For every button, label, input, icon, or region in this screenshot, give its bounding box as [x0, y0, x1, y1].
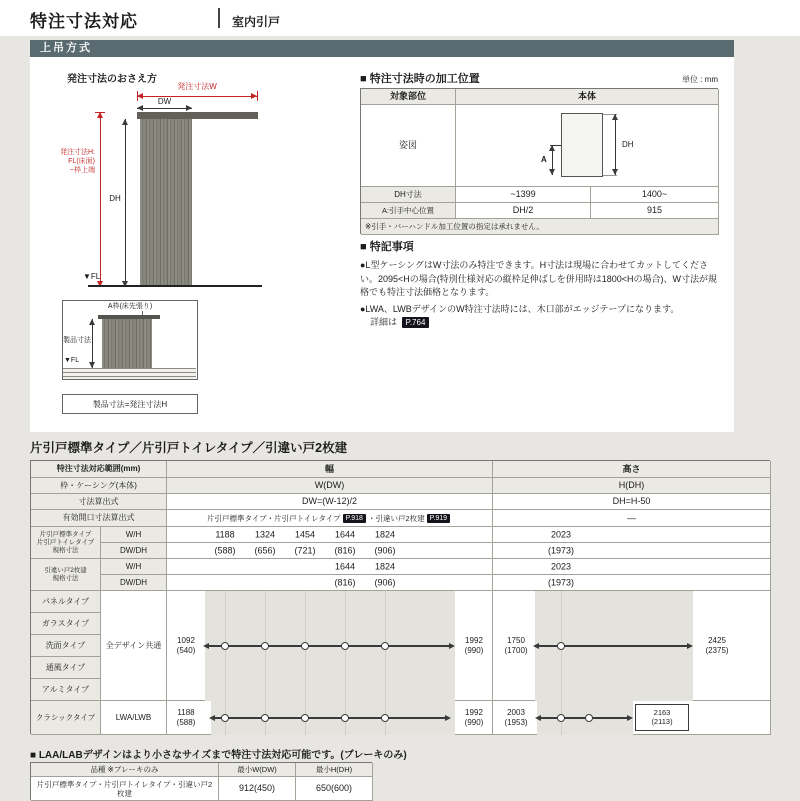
size-dot	[261, 714, 269, 722]
product-dimension-diagram	[62, 300, 198, 418]
note-item-1: ●L型ケーシングはW寸法のみ特注できます。H寸法は現場に合わせてカットしてください。2095<Hの場合(特別仕様対応の縦枠足伸ばしを併用時は1800<Hの場合)、W寸法が規格でも特注寸法価格となります。	[360, 260, 718, 297]
wh-sublabel: W/H	[101, 559, 167, 575]
laa-lab-note: ■ LAA/LABデザインはより小さなサイズまで特注寸法対応可能です。(ブレーキのみ)	[30, 750, 407, 761]
std1-dh-value	[493, 543, 771, 559]
range-max-value: 1992	[465, 636, 483, 645]
size-value: 1644	[334, 529, 356, 539]
table-corner-header: 特注寸法対応範囲(mm)	[31, 461, 167, 478]
a-label: A	[541, 155, 547, 164]
frame-width-symbol: W(DW)	[167, 478, 493, 494]
size-dot	[381, 642, 389, 650]
size-value: 1824	[374, 529, 396, 539]
std1-dw-values	[167, 543, 493, 559]
std1-row-label	[31, 527, 101, 559]
size-dot	[341, 642, 349, 650]
product-dimension-label: 製品寸法	[63, 337, 91, 344]
range-max-value: 1992	[465, 708, 483, 717]
size-value: 1644	[334, 561, 356, 571]
range-max-sub: (990)	[464, 645, 484, 655]
dh-dimension-line	[615, 114, 616, 175]
col-header-body: 本体	[456, 89, 719, 105]
dh-range-2: 1400~	[591, 187, 719, 203]
classic-height-range-chart	[493, 701, 771, 735]
floor-hatch	[63, 368, 196, 379]
classic-design-label: LWA/LWB	[101, 701, 167, 735]
type-label-ventilation: 通風タイプ	[31, 657, 101, 679]
notes-title: ■ 特記事項	[360, 241, 414, 253]
caption-box: 製品寸法=発注寸法H	[62, 394, 198, 414]
std1-label-line3: 規格寸法	[52, 546, 79, 554]
min-height-value: 650(600)	[296, 777, 373, 801]
std2-row-label	[31, 559, 101, 591]
size-value: (906)	[374, 577, 396, 587]
arrow-left-icon	[535, 715, 541, 721]
std2-width-values	[167, 559, 493, 575]
order-dimension-diagram	[55, 70, 305, 295]
arrow-left-icon	[209, 715, 215, 721]
opening-height: —	[493, 510, 771, 527]
frame-height-symbol: H(DH)	[493, 478, 771, 494]
dwdh-sublabel: DW/DH	[101, 575, 167, 591]
range-max-label	[457, 636, 491, 655]
arrow-right-icon	[449, 643, 455, 649]
std1-width-values	[167, 527, 493, 543]
width-column-header: 幅	[167, 461, 493, 478]
formula-width: DW=(W-12)/2	[167, 494, 493, 510]
size-dot	[301, 714, 309, 722]
min-size-table	[30, 762, 372, 800]
opening-ref-1: 片引戸標準タイプ・片引戸トイレタイプ	[206, 513, 341, 523]
door-outline	[561, 113, 603, 177]
opening-ref-2: ・引違い戸2枚建	[367, 513, 425, 523]
std1-label-line1: 片引戸標準タイプ	[39, 530, 92, 538]
handle-center-label: A:引手中心位置	[361, 203, 456, 219]
std2-label-line2: 規格寸法	[52, 574, 79, 582]
range-min-sub: (1953)	[504, 717, 528, 727]
type-label-classic: クラシックタイプ	[31, 701, 101, 735]
tick	[95, 112, 105, 113]
arrow-up-icon	[612, 114, 618, 120]
dw-dimension-line	[137, 108, 192, 109]
order-height-line1: 発注寸法H:	[60, 149, 95, 156]
width-range-chart	[167, 591, 493, 701]
arrow-up-icon	[89, 319, 95, 325]
tick	[257, 91, 258, 101]
range-min-value: 1092	[177, 636, 195, 645]
page-subtitle: 室内引戸	[232, 15, 281, 29]
size-dot	[557, 642, 565, 650]
arrow-left-icon	[203, 643, 209, 649]
order-height-label	[55, 148, 95, 175]
handle-center-1: DH/2	[456, 203, 591, 219]
min-table-col2-header: 最小W(DW)	[219, 763, 296, 777]
note-item-2-detail	[360, 316, 726, 330]
min-table-col1-header: 品種 ※ブレーキのみ	[31, 763, 219, 777]
floor-level-label: ▼FL	[64, 357, 80, 364]
arrow-up-icon	[122, 119, 128, 125]
type-label-panel: パネルタイプ	[31, 591, 101, 613]
arrow-down-icon	[549, 169, 555, 175]
size-value: (588)	[214, 545, 236, 555]
detail-label: 詳細は	[370, 317, 398, 327]
door-panel	[140, 119, 192, 287]
type-label-glass: ガラスタイプ	[31, 613, 101, 635]
arrow-right-icon	[627, 715, 633, 721]
handle-center-2: 915	[591, 203, 719, 219]
arrow-up-icon	[549, 145, 555, 151]
size-value: (1973)	[547, 577, 575, 587]
size-value: 2023	[550, 561, 572, 571]
size-dot	[301, 642, 309, 650]
range-min-sub: (588)	[176, 717, 196, 727]
section-bar: 上吊方式	[30, 40, 734, 57]
arrow-down-icon	[612, 169, 618, 175]
min-table-row-label: 片引戸標準タイプ・片引戸トイレタイプ・引違い戸2枚建	[31, 777, 219, 801]
range-min-label	[497, 636, 535, 655]
processing-note: ※引手・バーハンドル加工位置の指定は承れません。	[361, 219, 719, 235]
size-dot	[557, 714, 565, 722]
page-ref-badge: P.764	[402, 317, 430, 328]
min-width-value: 912(450)	[219, 777, 296, 801]
diagram-title: 発注寸法のおさえ方	[67, 74, 157, 85]
unit-label: 単位 : mm	[682, 75, 718, 84]
std2-dh-value	[493, 575, 771, 591]
range-max-value: 2425	[708, 636, 726, 645]
page-title: 特注寸法対応	[30, 12, 138, 31]
size-value: 1188	[215, 529, 235, 539]
arrow-left-icon	[137, 105, 143, 111]
range-max-label	[457, 708, 491, 727]
a-frame-label: A枠(床先張り)	[107, 303, 153, 310]
range-min-sub: (1700)	[504, 645, 528, 655]
range-max-label	[695, 636, 739, 655]
dh-size-label: DH寸法	[361, 187, 456, 203]
note-item-2: ●LWA、LWBデザインのW特注寸法時には、木口部がエッジテープになります。	[360, 303, 680, 314]
order-height-line2: FL(床面)	[68, 158, 95, 165]
door-panel	[102, 319, 152, 368]
floor-level-label: ▼FL	[83, 272, 101, 281]
size-dot	[585, 714, 593, 722]
size-value: (906)	[374, 545, 396, 555]
size-dot	[341, 714, 349, 722]
classic-width-range-chart	[167, 701, 493, 735]
figure-row-label: 姿図	[361, 105, 456, 187]
size-value: 1454	[294, 529, 316, 539]
order-width-label: 発注寸法W	[177, 82, 217, 91]
special-notes	[360, 238, 726, 330]
std2-height-value	[493, 559, 771, 575]
arrow-right-icon	[687, 643, 693, 649]
size-value: (816)	[334, 545, 356, 555]
range-min-label	[169, 636, 203, 655]
size-value: 2023	[550, 529, 572, 539]
formula-row-label: 寸法算出式	[31, 494, 167, 510]
range-max-sub: (990)	[464, 717, 484, 727]
title-divider	[218, 8, 220, 28]
order-height-line3: ~枠上端	[69, 167, 95, 174]
height-range-chart	[493, 591, 771, 701]
type-label-washroom: 洗面タイプ	[31, 635, 101, 657]
size-value: (1973)	[547, 545, 575, 555]
size-value: 1324	[254, 529, 276, 539]
extension-tick	[603, 175, 617, 176]
dwdh-sublabel: DW/DH	[101, 543, 167, 559]
type-label-aluminum: アルミタイプ	[31, 679, 101, 701]
range-min-value: 1750	[507, 636, 525, 645]
product-dimension-line	[92, 319, 93, 368]
height-column-header: 高さ	[493, 461, 771, 478]
std1-label-line2: 片引戸トイレタイプ	[36, 538, 95, 546]
std1-height-value	[493, 527, 771, 543]
range-max-sub: (2113)	[651, 717, 673, 726]
size-value: (656)	[254, 545, 276, 555]
arrow-right-icon	[445, 715, 451, 721]
size-dot	[221, 714, 229, 722]
range-line	[215, 717, 445, 719]
min-table-col3-header: 最小H(DH)	[296, 763, 373, 777]
range-min-value: 1188	[177, 708, 195, 717]
arrow-right-icon	[186, 105, 192, 111]
dw-label: DW	[157, 97, 172, 106]
formula-height: DH=H-50	[493, 494, 771, 510]
section-title: 片引戸標準タイプ／片引戸トイレタイプ／引違い戸2枚建	[30, 441, 348, 455]
processing-table	[360, 88, 718, 234]
floor-line	[88, 285, 262, 287]
col-header-part: 対象部位	[361, 89, 456, 105]
processing-title: ■ 特注寸法時の加工位置	[360, 73, 480, 85]
size-dot	[381, 714, 389, 722]
std2-label-line1: 引違い戸2枚建	[44, 566, 87, 574]
order-height-dimension-line	[100, 112, 101, 287]
size-value: (816)	[334, 577, 356, 587]
std2-dw-values	[167, 575, 493, 591]
range-max-value: 2163	[653, 708, 671, 717]
range-min-value: 2003	[507, 708, 525, 717]
range-min-label	[169, 708, 203, 727]
size-value: 1824	[374, 561, 396, 571]
size-dot	[261, 642, 269, 650]
range-max-sub: (2375)	[705, 645, 729, 655]
range-line	[209, 645, 449, 647]
dh-range-1: ~1399	[456, 187, 591, 203]
opening-width-refs	[167, 510, 493, 527]
dh-dimension-line	[125, 119, 126, 287]
wh-sublabel: W/H	[101, 527, 167, 543]
range-min-label	[497, 708, 535, 727]
frame-row-label: 枠・ケーシング(本体)	[31, 478, 167, 494]
dh-label: DH	[109, 194, 121, 203]
range-line	[541, 717, 627, 719]
page-ref-badge: P.919	[427, 514, 450, 523]
size-dot	[221, 642, 229, 650]
opening-row-label: 有効開口寸法算出式	[31, 510, 167, 527]
range-min-sub: (540)	[176, 645, 196, 655]
all-design-common-label: 全デザイン共通	[101, 591, 167, 701]
hanging-rail	[137, 112, 258, 119]
size-value: (721)	[294, 545, 316, 555]
range-max-boxed-label	[635, 704, 689, 731]
spec-range-table	[30, 460, 770, 734]
dh-label: DH	[622, 140, 634, 149]
page-ref-badge: P.918	[343, 514, 366, 523]
figure-cell	[456, 105, 719, 187]
